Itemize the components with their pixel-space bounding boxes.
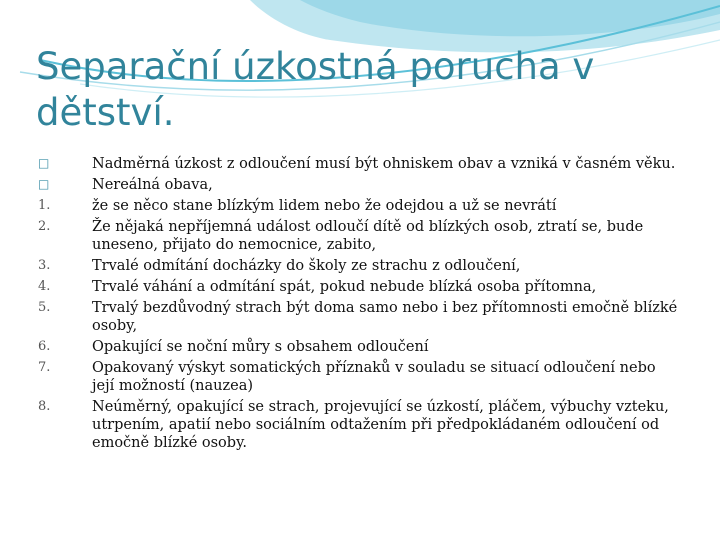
list-item-number: 4.: [38, 279, 51, 294]
list-item-text: Trvalé odmítání docházky do školy ze strachu z odloučení,: [92, 258, 521, 274]
list-item-number: 7.: [38, 360, 51, 375]
list-item-number: 5.: [38, 300, 51, 315]
list-item-text: Neúměrný, opakující se strach, projevující se úzkostí, pláčem, výbuchy vzteku, utrpením, apatií nebo sociálním odtažením při předpokládaném odloučení od emočně blízké osoby.: [92, 399, 669, 451]
list-item-number: 8.: [38, 399, 51, 414]
slide-title: Separační úzkostná porucha v dětství.: [36, 45, 595, 134]
list-item: [38, 175, 678, 194]
list-item-text: Opakovaný výskyt somatických příznaků v souladu se situací odloučení nebo její možností (nauzea): [92, 360, 656, 394]
list-item: [38, 397, 678, 452]
list-item: [38, 154, 678, 173]
list-item-number: 2.: [38, 219, 51, 234]
list-item-number: 3.: [38, 258, 51, 273]
list-item-text: Trvalé váhání a odmítání spát, pokud nebude blízká osoba přítomna,: [92, 279, 597, 295]
list-item: [38, 277, 678, 296]
list-item: [38, 196, 678, 215]
list-item: [38, 298, 678, 335]
list-item-number: 1.: [38, 198, 51, 213]
list-item-text: Opakující se noční můry s obsahem odloučení: [92, 339, 429, 355]
list-item-text: Trvalý bezdůvodný strach být doma samo nebo i bez přítomnosti emočně blízké osoby,: [92, 300, 678, 334]
list-item-text: že se něco stane blízkým lidem nebo že odejdou a už se nevrátí: [92, 198, 557, 214]
list-item-text: Nereálná obava,: [92, 177, 213, 193]
list-item: [38, 358, 678, 395]
bullet-marker-icon: □: [38, 156, 50, 170]
bullet-marker-icon: □: [38, 177, 50, 191]
list-item-text: Nadměrná úzkost z odloučení musí být ohniskem obav a vzniká v časném věku.: [92, 156, 676, 172]
content-list: [38, 154, 678, 452]
list-item-text: Že nějaká nepříjemná událost odloučí dítě od blízkých osob, ztratí se, bude uneseno, přijato do nemocnice, zabito,: [92, 219, 644, 253]
list-item: [38, 256, 678, 275]
list-item-number: 6.: [38, 339, 51, 354]
list-item: [38, 217, 678, 254]
list-item: [38, 337, 678, 356]
